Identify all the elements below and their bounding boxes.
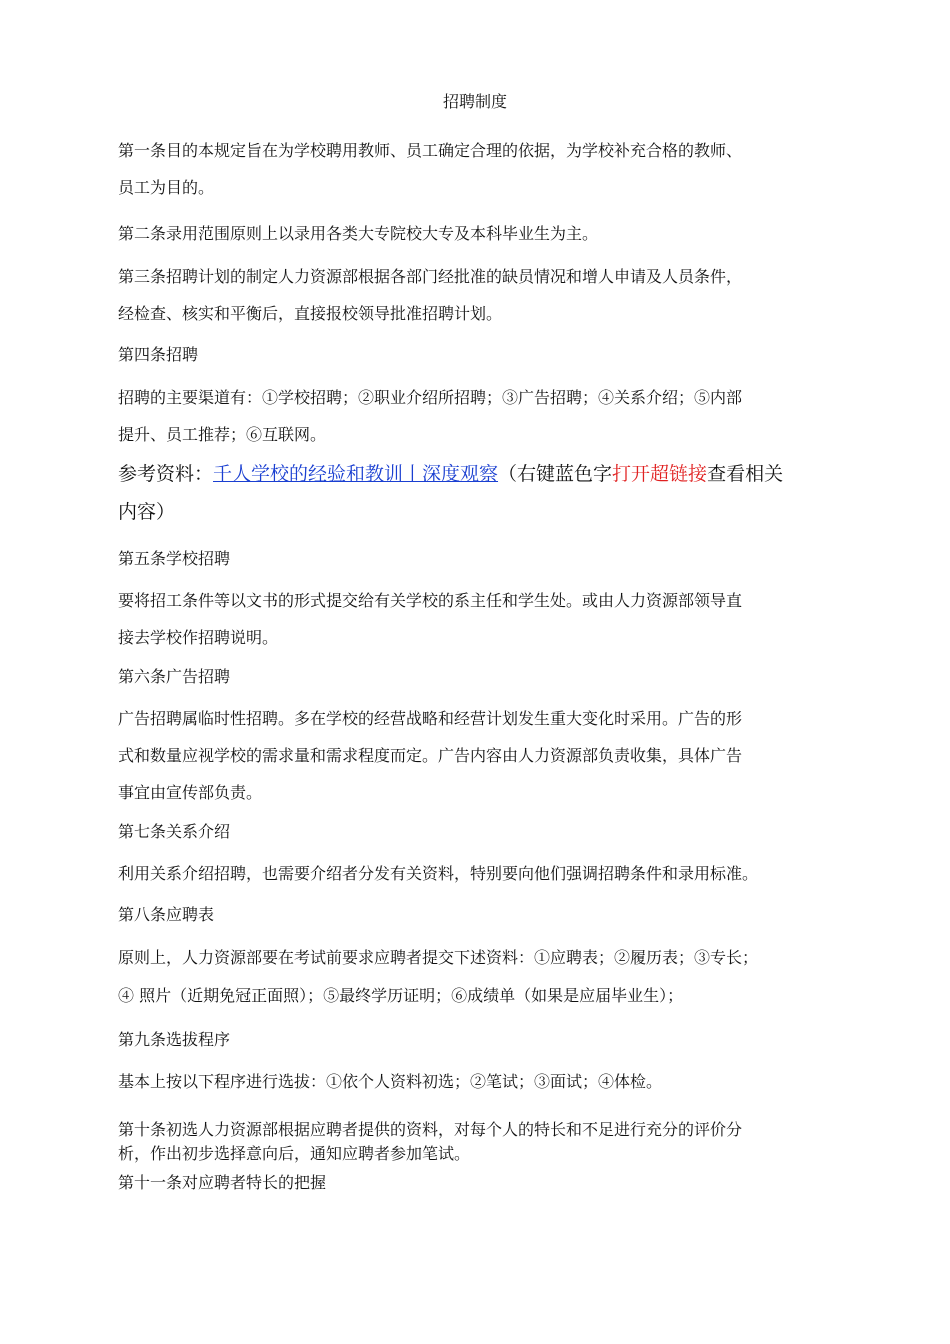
reference-note-tail: 查看相关 (707, 463, 784, 485)
article-9-heading: 第九条选拔程序 (118, 1030, 231, 1049)
article-1 (118, 132, 838, 206)
reference-prefix: 参考资料： (118, 463, 214, 485)
article-7-body: 利用关系介绍招聘，也需要介绍者分发有关资料，特别要向他们强调招聘条件和录用标准。 (118, 864, 759, 883)
article-10 (118, 1118, 838, 1166)
article-2: 第二条录用范围原则上以录用各类大专院校大专及本科毕业生为主。 (118, 224, 599, 243)
article-5-body (118, 582, 838, 656)
reference-note-open: （右键蓝色字 (498, 463, 613, 485)
reference-link[interactable]: 千人学校的经验和教训丨深度观察 (213, 463, 499, 485)
article-8-body (118, 939, 838, 1015)
article-9-body: 基本上按以下程序进行选拔：①依个人资料初选；②笔试；③面试；④体检。 (118, 1072, 663, 1091)
article-1-line-1: 第一条目的本规定旨在为学校聘用教师、员工确定合理的依据，为学校补充合格的教师、 (118, 141, 743, 160)
article-10-line-2: 析，作出初步选择意向后，通知应聘者参加笔试。 (118, 1144, 471, 1163)
article-6-line-3: 事宜由宣传部负责。 (118, 783, 263, 802)
article-4-body (118, 379, 838, 453)
article-5-line-1: 要将招工条件等以文书的形式提交给有关学校的系主任和学生处。或由人力资源部领导直 (118, 591, 743, 610)
reference-line-1 (118, 455, 838, 493)
reference-paragraph (118, 455, 838, 531)
article-7-heading: 第七条关系介绍 (118, 822, 231, 841)
article-3-line-1: 第三条招聘计划的制定人力资源部根据各部门经批准的缺员情况和增人申请及人员条件， (118, 267, 743, 286)
article-3-line-2: 经检查、核实和平衡后，直接报校领导批准招聘计划。 (118, 304, 503, 323)
article-5-line-2: 接去学校作招聘说明。 (118, 628, 279, 647)
article-11-heading: 第十一条对应聘者特长的把握 (118, 1173, 327, 1192)
article-6-line-2: 式和数量应视学校的需求量和需求程度而定。广告内容由人力资源部负责收集，具体广告 (118, 746, 743, 765)
article-1-line-2: 员工为目的。 (118, 178, 215, 197)
article-8-line-1: 原则上，人力资源部要在考试前要求应聘者提交下述资料：①应聘表；②履历表；③专长； (118, 948, 759, 967)
article-4-line-2: 提升、员工推荐；⑥互联网。 (118, 425, 327, 444)
article-8-line-2: ④ 照片（近期免冠正面照）；⑤最终学历证明；⑥成绩单（如果是应届毕业生）； (118, 986, 684, 1005)
article-6-body (118, 700, 838, 811)
article-6-heading: 第六条广告招聘 (118, 667, 231, 686)
reference-note-red: 打开超链接 (612, 463, 708, 485)
article-5-heading: 第五条学校招聘 (118, 549, 231, 568)
article-6-line-1: 广告招聘属临时性招聘。多在学校的经营战略和经营计划发生重大变化时采用。广告的形 (118, 709, 743, 728)
article-8-heading: 第八条应聘表 (118, 905, 215, 924)
document-title: 招聘制度 (442, 92, 507, 111)
article-10-line-1: 第十条初选人力资源部根据应聘者提供的资料，对每个人的特长和不足进行充分的评价分 (118, 1120, 743, 1139)
article-4-line-1: 招聘的主要渠道有：①学校招聘；②职业介绍所招聘；③广告招聘；④关系介绍；⑤内部 (118, 388, 743, 407)
article-3 (118, 258, 838, 332)
article-4-heading: 第四条招聘 (118, 345, 199, 364)
reference-line-2: 内容） (118, 501, 176, 523)
